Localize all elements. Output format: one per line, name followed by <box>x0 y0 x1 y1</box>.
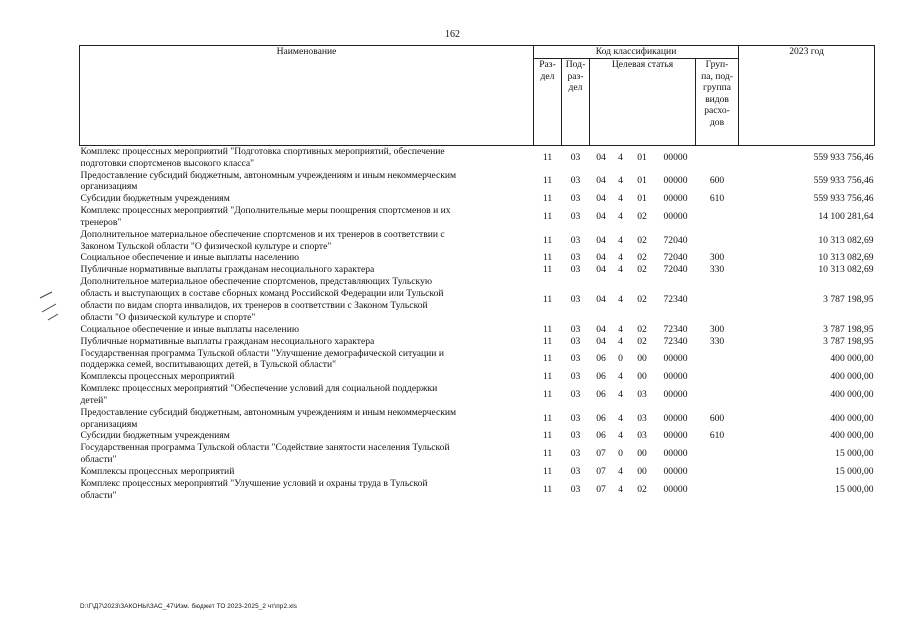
table-row <box>80 264 875 276</box>
row-sum: 14 100 281,64 <box>818 211 874 223</box>
row-cs4: 72040 <box>663 252 688 264</box>
row-cs1: 07 <box>596 466 606 478</box>
row-cs1: 04 <box>596 211 606 223</box>
row-pr: 03 <box>570 323 581 335</box>
row-cs2: 4 <box>618 430 623 442</box>
row-pr: 03 <box>570 371 581 383</box>
row-cs1: 04 <box>596 294 606 306</box>
row-name <box>80 276 534 323</box>
row-cs3: 01 <box>637 193 647 205</box>
row-name <box>80 348 534 372</box>
row-vr <box>696 383 739 407</box>
row-cs2: 4 <box>618 234 623 246</box>
pencil-mark <box>40 292 52 298</box>
row-vr: 300 <box>709 323 725 335</box>
table-row <box>80 229 875 253</box>
row-cs4: 00000 <box>663 466 688 478</box>
row-name-line: области "О физической культуре и спорте" <box>80 311 256 323</box>
row-rz: 11 <box>542 412 553 424</box>
row-cs1: 07 <box>596 483 606 495</box>
page-number: 162 <box>445 29 460 40</box>
row-cs3: 00 <box>637 371 647 383</box>
row-cs1: 06 <box>596 353 606 365</box>
row-name-line: области по видам спорта инвалидов, их тренеров в соответствии с Законом Тульской <box>80 299 428 311</box>
row-cs4: 00000 <box>663 211 688 223</box>
row-name-line: Субсидии бюджетным учреждениям <box>80 193 230 205</box>
row-cs4: 00000 <box>663 448 688 460</box>
pencil-mark <box>48 314 58 320</box>
row-cs3: 00 <box>637 353 647 365</box>
row-name-line: области" <box>80 489 117 501</box>
row-cs3: 03 <box>637 412 647 424</box>
header-year: 2023 год <box>739 46 875 146</box>
row-name <box>80 170 534 194</box>
row-cs2: 4 <box>618 252 623 264</box>
row-pr: 03 <box>570 211 581 223</box>
header-target: Целевая статья <box>590 59 696 146</box>
row-cs3: 02 <box>637 294 647 306</box>
row-rz: 11 <box>542 353 553 365</box>
row-cs4: 00000 <box>663 353 688 365</box>
row-name-line: организациям <box>80 418 138 430</box>
row-pr: 03 <box>570 389 581 401</box>
row-cs2: 4 <box>618 371 623 383</box>
row-cs4: 00000 <box>663 175 688 187</box>
row-vr <box>696 371 739 383</box>
header-podrazdel: Под- раз- дел <box>562 59 590 146</box>
row-cs2: 4 <box>618 175 623 187</box>
row-pr: 03 <box>570 448 581 460</box>
row-name <box>80 442 534 466</box>
row-name-line: Комплексы процессных мероприятий <box>80 466 235 478</box>
table-row <box>80 466 875 478</box>
row-cs4: 72340 <box>663 323 688 335</box>
table-row <box>80 336 875 348</box>
row-name <box>80 466 534 478</box>
row-cs4: 00000 <box>663 430 688 442</box>
row-name-line: область и выступающих в составе сборных команд Российской Федерации или Тульской <box>80 288 444 300</box>
row-sum: 3 787 198,95 <box>823 323 874 335</box>
row-name-line: Государственная программа Тульской области "Содействие занятости населения Тульской <box>80 442 450 454</box>
row-cs1: 04 <box>596 193 606 205</box>
row-cs3: 02 <box>637 234 647 246</box>
row-pr: 03 <box>570 353 581 365</box>
row-name <box>80 430 534 442</box>
row-name-line: Комплексы процессных мероприятий <box>80 371 235 383</box>
row-vr: 600 <box>709 412 725 424</box>
row-cs1: 06 <box>596 389 606 401</box>
table-row <box>80 430 875 442</box>
row-rz: 11 <box>542 175 553 187</box>
row-pr: 03 <box>570 252 581 264</box>
row-sum: 10 313 082,69 <box>818 264 874 276</box>
row-name-line: подготовки спортсменов высокого класса" <box>80 157 255 169</box>
row-vr <box>696 466 739 478</box>
budget-table <box>79 45 875 502</box>
row-cs4: 72040 <box>663 234 688 246</box>
row-vr: 330 <box>709 335 725 347</box>
header-code: Код классификации <box>534 46 739 59</box>
row-name-line: поддержка семей, воспитывающих детей, в Тульской области" <box>80 359 336 371</box>
row-pr: 03 <box>570 193 581 205</box>
row-rz: 11 <box>542 483 553 495</box>
header-name: Наименование <box>80 46 534 146</box>
row-cs3: 02 <box>637 211 647 223</box>
row-pr: 03 <box>570 234 581 246</box>
row-name-line: Комплекс процессных мероприятий "Подготовка спортивных мероприятий, обеспечение <box>80 146 445 157</box>
row-cs4: 72040 <box>663 264 688 276</box>
row-cs3: 00 <box>637 466 647 478</box>
row-cs3: 03 <box>637 389 647 401</box>
row-cs1: 04 <box>596 264 606 276</box>
table-row <box>80 442 875 466</box>
row-rz: 11 <box>542 323 553 335</box>
row-cs1: 04 <box>596 151 606 163</box>
row-name <box>80 229 534 253</box>
row-name <box>80 371 534 383</box>
row-vr <box>696 348 739 372</box>
row-sum: 559 933 756,46 <box>813 151 874 163</box>
table-row <box>80 383 875 407</box>
row-cs1: 06 <box>596 371 606 383</box>
header-group: Груп- па, под- группа видов расхо- дов <box>696 59 739 146</box>
table-row <box>80 146 875 170</box>
row-sum: 400 000,00 <box>830 353 874 365</box>
row-sum: 400 000,00 <box>830 389 874 401</box>
row-pr: 03 <box>570 483 581 495</box>
row-sum: 15 000,00 <box>835 483 874 495</box>
row-vr <box>696 442 739 466</box>
row-sum: 15 000,00 <box>835 466 874 478</box>
row-cs3: 02 <box>637 252 647 264</box>
row-vr <box>696 146 739 170</box>
row-cs4: 00000 <box>663 151 688 163</box>
row-sum: 559 933 756,46 <box>813 175 874 187</box>
row-rz: 11 <box>542 264 553 276</box>
row-cs3: 02 <box>637 264 647 276</box>
row-rz: 11 <box>542 430 553 442</box>
row-name <box>80 383 534 407</box>
row-cs2: 4 <box>618 294 623 306</box>
row-sum: 10 313 082,69 <box>818 234 874 246</box>
row-vr: 300 <box>709 252 725 264</box>
row-cs3: 01 <box>637 175 647 187</box>
row-cs3: 03 <box>637 430 647 442</box>
row-pr: 03 <box>570 412 581 424</box>
row-name-line: Социальное обеспечение и иные выплаты населению <box>80 252 299 264</box>
row-name-line: Публичные нормативные выплаты гражданам несоциального характера <box>80 335 375 347</box>
row-vr <box>696 229 739 253</box>
row-cs1: 04 <box>596 175 606 187</box>
row-sum: 10 313 082,69 <box>818 252 874 264</box>
row-rz: 11 <box>542 466 553 478</box>
margin-pencil-marks <box>38 284 66 326</box>
table-row <box>80 478 875 502</box>
row-cs4: 00000 <box>663 193 688 205</box>
row-cs1: 06 <box>596 430 606 442</box>
row-cs1: 04 <box>596 252 606 264</box>
row-pr: 03 <box>570 335 581 347</box>
row-cs2: 4 <box>618 389 623 401</box>
table-row <box>80 348 875 372</box>
row-name <box>80 252 534 264</box>
row-pr: 03 <box>570 151 581 163</box>
table-row <box>80 252 875 264</box>
row-name-line: Комплекс процессных мероприятий "Улучшение условий и охраны труда в Тульской <box>80 477 428 489</box>
row-cs1: 04 <box>596 335 606 347</box>
row-cs4: 72340 <box>663 335 688 347</box>
row-name <box>80 336 534 348</box>
row-cs3: 02 <box>637 483 647 495</box>
row-name-line: Комплекс процессных мероприятий "Обеспечение условий для социальной поддержки <box>80 383 438 395</box>
row-sum: 3 787 198,95 <box>823 335 874 347</box>
row-rz: 11 <box>542 252 553 264</box>
row-cs2: 4 <box>618 466 623 478</box>
row-vr: 600 <box>709 175 725 187</box>
table-body <box>80 146 875 502</box>
row-pr: 03 <box>570 466 581 478</box>
row-name <box>80 193 534 205</box>
table-row <box>80 193 875 205</box>
row-name-line: детей" <box>80 394 108 406</box>
row-sum: 559 933 756,46 <box>813 193 874 205</box>
row-cs2: 0 <box>618 353 623 365</box>
row-pr: 03 <box>570 264 581 276</box>
row-cs2: 4 <box>618 211 623 223</box>
row-name <box>80 407 534 431</box>
row-sum: 3 787 198,95 <box>823 294 874 306</box>
row-sum: 400 000,00 <box>830 412 874 424</box>
row-pr: 03 <box>570 430 581 442</box>
row-cs2: 4 <box>618 323 623 335</box>
row-vr: 610 <box>709 193 725 205</box>
row-cs4: 00000 <box>663 371 688 383</box>
row-name-line: Публичные нормативные выплаты гражданам несоциального характера <box>80 264 375 276</box>
row-name-line: Предоставление субсидий бюджетным, автономным учреждениям и иным некоммерческим <box>80 169 457 181</box>
row-name-line: Государственная программа Тульской области "Улучшение демографической ситуации и <box>80 347 444 359</box>
row-rz: 11 <box>542 335 553 347</box>
row-rz: 11 <box>542 294 553 306</box>
row-rz: 11 <box>542 234 553 246</box>
table-row <box>80 276 875 323</box>
row-name-line: Дополнительное материальное обеспечение спортсменов и их тренеров в соответствии с <box>80 228 445 240</box>
table-row <box>80 170 875 194</box>
table-row <box>80 407 875 431</box>
row-name <box>80 478 534 502</box>
row-rz: 11 <box>542 193 553 205</box>
row-cs4: 00000 <box>663 412 688 424</box>
row-name-line: Комплекс процессных мероприятий "Дополнительные меры поощрения спортсменов и их <box>80 205 451 217</box>
row-name-line: Социальное обеспечение и иные выплаты населению <box>80 323 299 335</box>
row-name-line: Субсидии бюджетным учреждениям <box>80 430 230 442</box>
row-name-line: тренеров" <box>80 216 122 228</box>
table-row <box>80 324 875 336</box>
row-vr <box>696 478 739 502</box>
row-name-line: Законом Тульской области "О физической культуре и спорте" <box>80 240 332 252</box>
row-name-line: области" <box>80 454 117 466</box>
table-row <box>80 205 875 229</box>
row-cs2: 4 <box>618 335 623 347</box>
row-cs1: 06 <box>596 412 606 424</box>
file-path-footer: D:\Г\Д7\2023\ЗАКОНЫ\ЗАС_47\Изм. бюджет ТО 2023-2025_2 чт\пр2.xls <box>80 603 298 610</box>
row-cs4: 00000 <box>663 389 688 401</box>
row-cs2: 4 <box>618 151 623 163</box>
table-row <box>80 371 875 383</box>
row-cs2: 4 <box>618 412 623 424</box>
row-sum: 400 000,00 <box>830 430 874 442</box>
row-name <box>80 146 534 170</box>
row-rz: 11 <box>542 389 553 401</box>
row-name-line: Предоставление субсидий бюджетным, автономным учреждениям и иным некоммерческим <box>80 406 457 418</box>
row-cs2: 4 <box>618 264 623 276</box>
row-name-line: организациям <box>80 181 138 193</box>
row-cs2: 4 <box>618 483 623 495</box>
row-pr: 03 <box>570 294 581 306</box>
row-cs1: 07 <box>596 448 606 460</box>
row-rz: 11 <box>542 211 553 223</box>
row-cs1: 04 <box>596 234 606 246</box>
row-pr: 03 <box>570 175 581 187</box>
pencil-mark <box>42 304 56 312</box>
row-cs4: 00000 <box>663 483 688 495</box>
row-name <box>80 264 534 276</box>
row-cs3: 01 <box>637 151 647 163</box>
row-cs1: 04 <box>596 323 606 335</box>
row-cs3: 00 <box>637 448 647 460</box>
row-vr <box>696 276 739 323</box>
row-rz: 11 <box>542 448 553 460</box>
row-cs3: 02 <box>637 323 647 335</box>
row-cs2: 4 <box>618 193 623 205</box>
row-name <box>80 324 534 336</box>
header-razdel: Раз- дел <box>534 59 562 146</box>
row-rz: 11 <box>542 371 553 383</box>
row-vr <box>696 205 739 229</box>
row-vr: 330 <box>709 264 725 276</box>
row-name-line: Дополнительное материальное обеспечение спортсменов, представляющих Тульскую <box>80 276 433 288</box>
row-sum: 400 000,00 <box>830 371 874 383</box>
row-cs3: 02 <box>637 335 647 347</box>
row-sum: 15 000,00 <box>835 448 874 460</box>
row-name <box>80 205 534 229</box>
row-cs2: 0 <box>618 448 623 460</box>
row-vr: 610 <box>709 430 725 442</box>
table-header <box>80 46 875 146</box>
row-cs4: 72340 <box>663 294 688 306</box>
row-rz: 11 <box>542 151 553 163</box>
